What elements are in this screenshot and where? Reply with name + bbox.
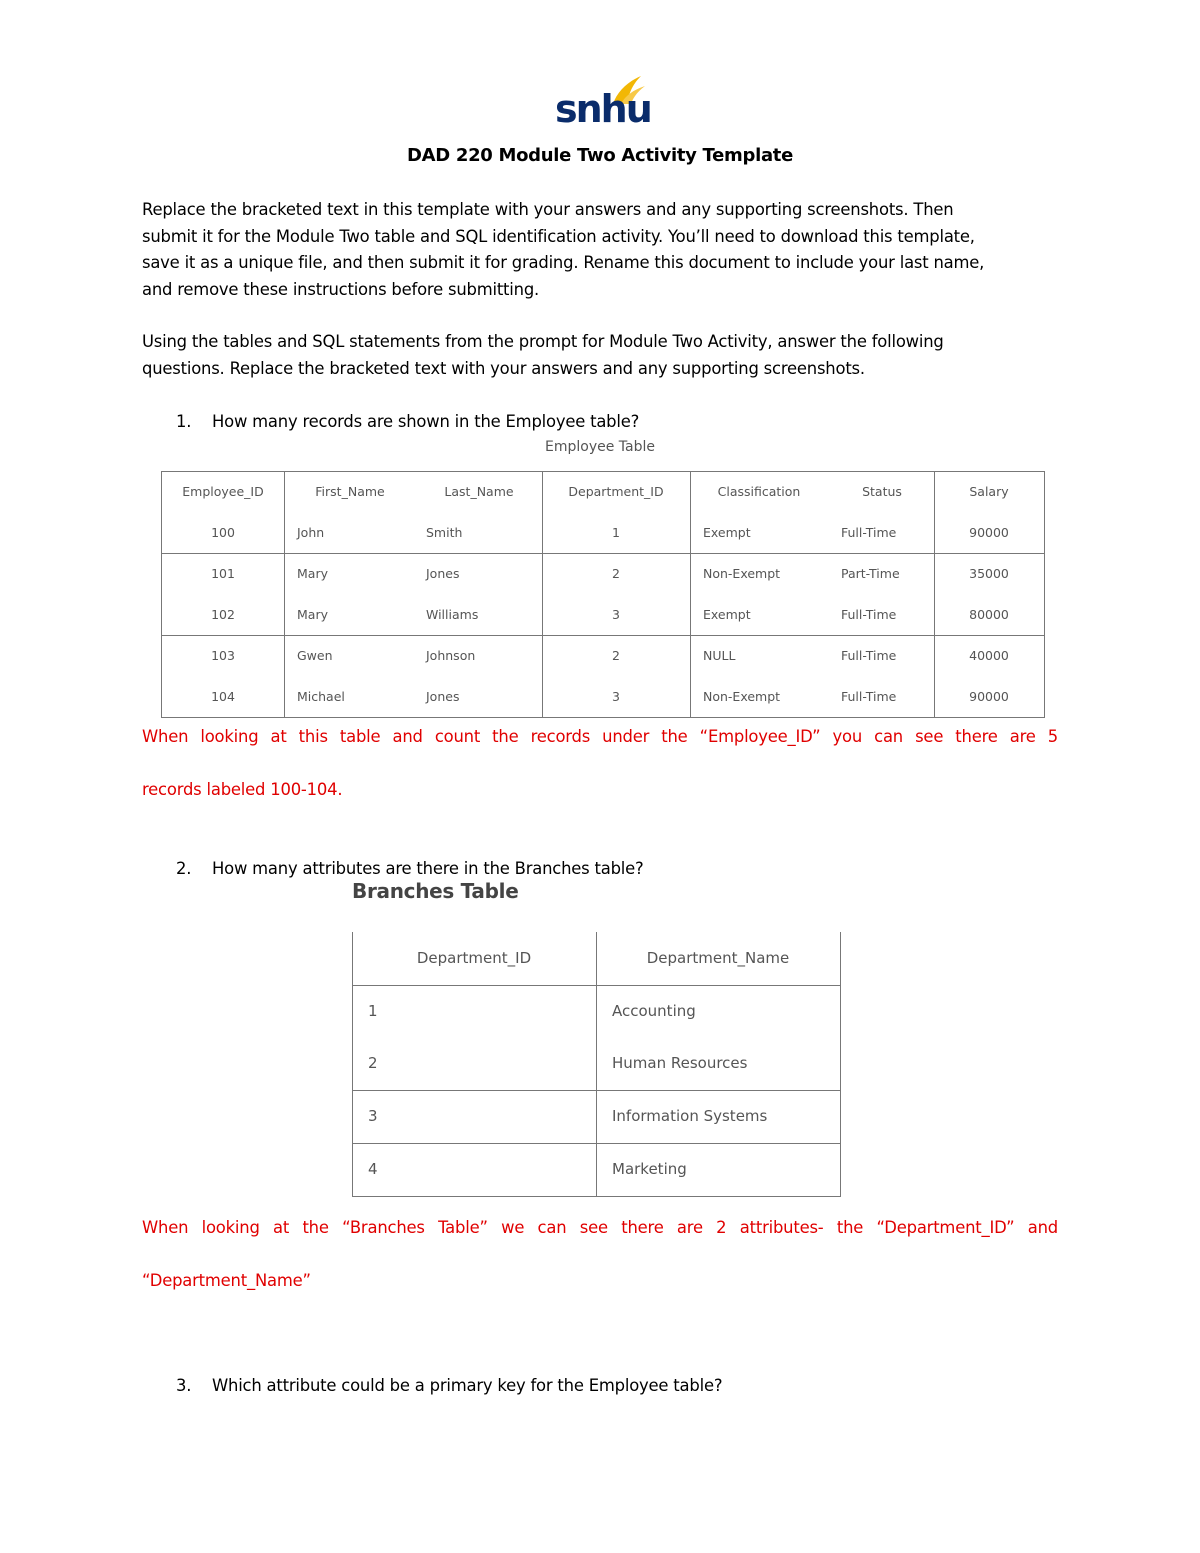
instruction-line: submit it for the Module Two table and SQL identification activity. You’ll need to download this template, <box>142 226 975 246</box>
question-1 <box>176 410 639 434</box>
table-cell: Non-Exempt <box>703 689 781 704</box>
answer-line: When looking at this table and count the records under the “Employee_ID” you can see there are 5 <box>142 727 1058 746</box>
answer-2 <box>142 1215 1058 1321</box>
intro-line: Using the tables and SQL statements from the prompt for Module Two Activity, answer the following <box>142 332 944 351</box>
logo-text: snhu <box>555 87 651 131</box>
table-cell: 2 <box>368 1054 378 1072</box>
table-cell: Accounting <box>612 1002 696 1020</box>
table-cell: Exempt <box>703 525 751 540</box>
table-cell: Full-Time <box>841 607 897 622</box>
answer-line: “Department_Name” <box>142 1271 311 1290</box>
table-cell: 35000 <box>969 566 1009 581</box>
instruction-line: save it as a unique file, and then submit it for grading. Rename this document to include your last name, <box>142 253 985 272</box>
table-cell: 90000 <box>969 525 1009 540</box>
table-cell: Full-Time <box>841 689 897 704</box>
table-cell: 90000 <box>969 689 1009 704</box>
table-cell: Non-Exempt <box>703 566 781 581</box>
table-cell: 2 <box>612 566 620 581</box>
document-title: DAD 220 Module Two Activity Template <box>406 145 794 166</box>
table-cell: John <box>297 525 325 540</box>
table-cell: Johnson <box>426 648 476 663</box>
header-employee-id: Employee_ID <box>182 484 264 499</box>
branches-table <box>352 932 841 1197</box>
table-cell: NULL <box>703 648 736 663</box>
answer-line: records labeled 100-104. <box>142 780 343 799</box>
table-cell: 2 <box>612 648 620 663</box>
employee-table <box>161 471 1045 718</box>
header-salary: Salary <box>969 484 1009 499</box>
table-cell: Human Resources <box>612 1054 748 1072</box>
question-text: How many records are shown in the Employee table? <box>212 412 640 431</box>
header-classification: Classification <box>717 484 801 499</box>
table-cell: 101 <box>211 566 235 581</box>
table-cell: 3 <box>368 1107 378 1125</box>
instructions-paragraph <box>142 197 1062 303</box>
answer-1 <box>142 724 1058 830</box>
table-cell: Jones <box>426 689 460 704</box>
header-department-id: Department_ID <box>568 484 664 499</box>
table-cell: 103 <box>211 648 235 663</box>
question-text: Which attribute could be a primary key for the Employee table? <box>212 1376 723 1395</box>
instruction-line: Replace the bracketed text in this template with your answers and any supporting screenshots. Then <box>142 200 954 219</box>
table-cell: Michael <box>297 689 345 704</box>
table-cell: 3 <box>612 607 620 622</box>
table-cell: Marketing <box>612 1160 687 1178</box>
table-cell: Smith <box>426 525 463 540</box>
table-cell: 102 <box>211 607 235 622</box>
snhu-logo <box>555 74 651 134</box>
table-cell: Jones <box>426 566 460 581</box>
question-number: 2. <box>176 859 192 878</box>
table-cell: 40000 <box>969 648 1009 663</box>
table-cell: Exempt <box>703 607 751 622</box>
employee-table-caption: Employee Table <box>545 439 655 455</box>
table-cell: 100 <box>211 525 235 540</box>
question-number: 3. <box>176 1376 192 1395</box>
intro-paragraph <box>142 329 1062 382</box>
question-text: How many attributes are there in the Branches table? <box>212 859 644 878</box>
header-department-id: Department_ID <box>416 949 532 967</box>
table-cell: Part-Time <box>841 566 900 581</box>
table-cell: 4 <box>368 1160 378 1178</box>
answer-line: When looking at the “Branches Table” we can see there are 2 attributes- the “Department_ID” and <box>142 1218 1058 1237</box>
table-cell: Mary <box>297 607 328 622</box>
question-number: 1. <box>176 412 192 431</box>
table-cell: Full-Time <box>841 525 897 540</box>
header-status: Status <box>862 484 902 499</box>
table-cell: Williams <box>426 607 479 622</box>
question-3 <box>176 1374 722 1398</box>
table-cell: 3 <box>612 689 620 704</box>
branches-table-caption: Branches Table <box>352 879 519 903</box>
table-cell: 104 <box>211 689 235 704</box>
table-cell: Mary <box>297 566 328 581</box>
instruction-line: and remove these instructions before submitting. <box>142 279 540 299</box>
intro-line: questions. Replace the bracketed text with your answers and any supporting screenshots. <box>142 358 865 378</box>
table-cell: 1 <box>612 525 620 540</box>
table-cell: Full-Time <box>841 648 897 663</box>
table-cell: Information Systems <box>612 1107 768 1125</box>
header-last-name: Last_Name <box>444 484 514 499</box>
table-cell: 1 <box>368 1002 378 1020</box>
header-department-name: Department_Name <box>646 949 790 967</box>
header-first-name: First_Name <box>315 484 385 499</box>
table-cell: 80000 <box>969 607 1009 622</box>
table-cell: Gwen <box>297 648 333 663</box>
